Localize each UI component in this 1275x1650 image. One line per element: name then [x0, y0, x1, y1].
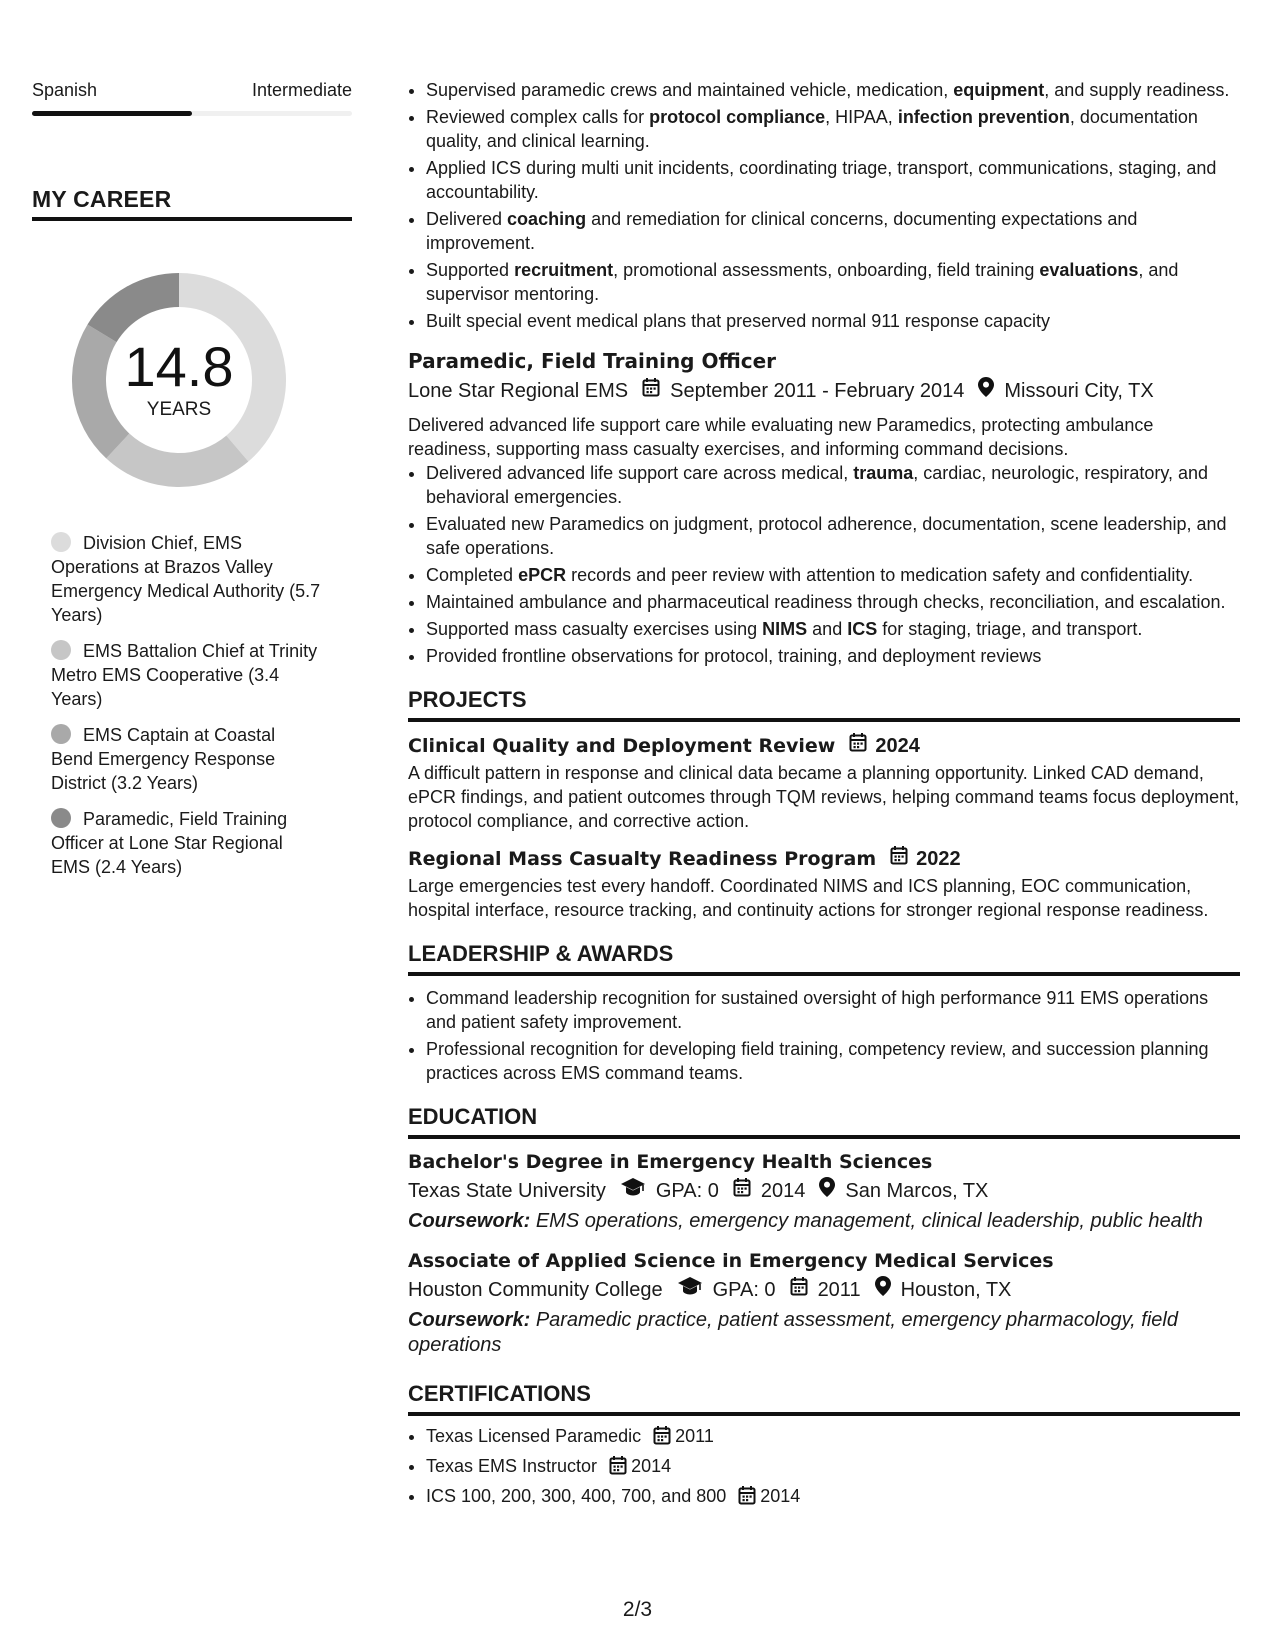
bullet-text: Supported	[426, 260, 515, 280]
certification-year: 2014	[631, 1456, 672, 1476]
bullet-text: Evaluated new Paramedics on judgment, protocol adherence, documentation, scene leadership, and safe operations.	[426, 514, 1227, 558]
project-title: Clinical Quality and Deployment Review	[408, 734, 836, 757]
bullet-item	[426, 78, 1240, 102]
bullet-keyword: recruitment	[514, 260, 614, 280]
legend-item	[51, 807, 321, 879]
calendar-icon	[790, 1276, 808, 1304]
coursework-text: Paramedic practice, patient assessment, emergency pharmacology, field operations	[408, 1309, 1178, 1356]
bullet-text: , documentation quality, and clinical learning.	[426, 107, 1198, 151]
coursework	[408, 1209, 1240, 1234]
job-summary: Delivered advanced life support care while evaluating new Paramedics, protecting ambulance readiness, supporting mass casualty exercises, and informing command decisions.	[408, 415, 1154, 459]
graduation-year: 2014	[760, 1180, 806, 1202]
degree-title: Bachelor's Degree in Emergency Health Sciences	[408, 1151, 933, 1173]
bullet-text: Reviewed complex calls for	[426, 107, 650, 127]
language-proficiency-bar	[32, 111, 352, 116]
language-proficiency-fill	[32, 111, 192, 116]
language-level: Intermediate	[251, 80, 352, 100]
map-pin-icon	[819, 1177, 835, 1205]
legend-label: EMS Captain at Coastal Bend Emergency Response District (3.2 Years)	[51, 725, 276, 793]
bullet-item	[426, 563, 1240, 587]
bullet-text: , HIPAA,	[825, 107, 898, 127]
bullet-text: Maintained ambulance and pharmaceutical readiness through checks, reconciliation, and escalation.	[426, 592, 1226, 612]
legend-label: Division Chief, EMS Operations at Brazos Valley Emergency Medical Authority (5.7 Years)	[51, 533, 321, 625]
career-legend	[51, 531, 321, 879]
school-location: San Marcos, TX	[845, 1180, 989, 1202]
bullet-text: for staging, triage, and transport.	[877, 619, 1143, 639]
calendar-icon	[849, 732, 867, 759]
bullet-text: Supervised paramedic crews and maintained vehicle, medication,	[426, 80, 954, 100]
bullet-text: , cardiac, neurologic, respiratory, and behavioral emergencies.	[426, 463, 1209, 507]
coursework-label: Coursework:	[408, 1309, 531, 1331]
sidebar	[32, 78, 352, 891]
gpa: GPA: 0	[655, 1180, 719, 1202]
job-location: Missouri City, TX	[1004, 380, 1154, 402]
page-number: 2/3	[622, 1598, 653, 1621]
legend-item	[51, 723, 321, 795]
bullet-text: Built special event medical plans that preserved normal 911 response capacity	[426, 311, 1051, 331]
bullet-item	[426, 258, 1240, 306]
bullet-text: and	[807, 619, 848, 639]
bullet-item	[426, 590, 1240, 614]
certification-name: Texas Licensed Paramedic	[426, 1426, 642, 1446]
coursework-text: EMS operations, emergency management, clinical leadership, public health	[535, 1210, 1203, 1232]
bullet-item	[426, 512, 1240, 560]
career-total-unit: YEARS	[146, 399, 212, 420]
certification-name: Texas EMS Instructor	[426, 1456, 598, 1476]
gpa: GPA: 0	[712, 1279, 776, 1301]
previous-job-bullets	[408, 78, 1240, 333]
graduation-cap-icon	[620, 1177, 646, 1205]
degree-title: Associate of Applied Science in Emergency Medical Services	[408, 1250, 1054, 1272]
legend-swatch	[51, 808, 71, 828]
bullet-keyword: ePCR	[518, 565, 567, 585]
education-heading: EDUCATION	[408, 1103, 1240, 1139]
coursework	[408, 1308, 1240, 1358]
career-total	[64, 265, 294, 495]
bullet-item	[426, 644, 1240, 668]
bullet-text: , and supervisor mentoring.	[426, 260, 1179, 304]
project-description: Large emergencies test every handoff. Coordinated NIMS and ICS planning, EOC communication, hospital interface, resource tracking, and continuity actions for stronger regional response readiness.	[408, 876, 1209, 920]
school-name: Houston Community College	[408, 1279, 663, 1301]
project-year: 2022	[916, 847, 961, 870]
job-bullets	[408, 461, 1240, 668]
bullet-text: records and peer review with attention to medication safety and confidentiality.	[566, 565, 1194, 585]
awards-heading: LEADERSHIP & AWARDS	[408, 940, 1240, 976]
language-name: Spanish	[32, 80, 98, 100]
education-item	[408, 1248, 1240, 1358]
project-title-row	[408, 732, 1240, 759]
legend-swatch	[51, 640, 71, 660]
bullet-text: Applied ICS during multi unit incidents, coordinating triage, transport, communications, staging, and accountability.	[426, 158, 1217, 202]
job-dates: September 2011 - February 2014	[670, 380, 965, 402]
bullet-keyword: trauma	[853, 463, 914, 483]
bullet-text: Provided frontline observations for protocol, training, and deployment reviews	[426, 646, 1042, 666]
certification-name: ICS 100, 200, 300, 400, 700, and 800	[426, 1486, 727, 1506]
calendar-icon	[890, 845, 908, 872]
certification-year: 2011	[675, 1426, 714, 1446]
bullet-keyword: infection prevention	[897, 107, 1070, 127]
bullet-keyword: evaluations	[1039, 260, 1139, 280]
legend-item	[51, 531, 321, 627]
career-total-years: 14.8	[124, 335, 234, 398]
career-heading: MY CAREER	[32, 186, 352, 221]
main-content	[408, 78, 1240, 1514]
map-pin-icon	[978, 377, 994, 405]
project-title: Regional Mass Casualty Readiness Program	[408, 847, 877, 870]
certification-item	[426, 1424, 1240, 1451]
certification-item	[426, 1484, 1240, 1511]
legend-swatch	[51, 532, 71, 552]
education-list	[408, 1149, 1240, 1358]
calendar-icon	[642, 377, 660, 405]
project-item	[408, 732, 1240, 833]
education-item	[408, 1149, 1240, 1234]
bullet-text: Completed	[426, 565, 519, 585]
bullet-text: Delivered advanced life support care across medical,	[426, 463, 854, 483]
bullet-item	[426, 105, 1240, 153]
award-item: • Command leadership recognition for sustained oversight of high performance 911 EMS operations and patient safety improvement.	[426, 986, 1240, 1034]
bullet-item	[426, 617, 1240, 641]
bullet-text: , and supply readiness.	[1044, 80, 1230, 100]
job-title: Paramedic, Field Training Officer	[408, 349, 777, 373]
projects-heading: PROJECTS	[408, 686, 1240, 722]
bullet-text: Delivered	[426, 209, 508, 229]
school-name: Texas State University	[408, 1180, 606, 1202]
language-row	[32, 78, 352, 102]
bullet-text: and remediation for clinical concerns, documenting expectations and improvement.	[426, 209, 1138, 253]
bullet-item	[426, 156, 1240, 204]
coursework-label: Coursework:	[408, 1210, 531, 1232]
certifications-heading: CERTIFICATIONS	[408, 1380, 1240, 1416]
project-description: A difficult pattern in response and clinical data became a planning opportunity. Linked CAD demand, ePCR findings, and patient outcomes through TQM reviews, helping command teams focus deployment, protocol compliance, and corrective action.	[408, 763, 1240, 831]
bullet-keyword: ICS	[847, 619, 878, 639]
graduation-cap-icon	[677, 1276, 703, 1304]
map-pin-icon	[875, 1276, 891, 1304]
project-title-row	[408, 845, 1240, 872]
bullet-keyword: coaching	[507, 209, 587, 229]
calendar-icon	[609, 1455, 627, 1481]
job-meta	[408, 377, 1240, 405]
certifications-list	[408, 1424, 1240, 1511]
bullet-keyword: NIMS	[762, 619, 808, 639]
project-item	[408, 845, 1240, 922]
calendar-icon	[738, 1485, 756, 1511]
school-location: Houston, TX	[900, 1279, 1012, 1301]
job-company: Lone Star Regional EMS	[408, 380, 629, 402]
legend-swatch	[51, 724, 71, 744]
bullet-item	[426, 207, 1240, 255]
calendar-icon	[733, 1177, 751, 1205]
bullet-item	[426, 309, 1240, 333]
legend-item	[51, 639, 321, 711]
education-meta	[408, 1177, 1240, 1205]
bullet-item	[426, 461, 1240, 509]
legend-label: Paramedic, Field Training Officer at Lone Star Regional EMS (2.4 Years)	[51, 809, 288, 877]
graduation-year: 2011	[817, 1279, 861, 1301]
bullet-text: Supported mass casualty exercises using	[426, 619, 763, 639]
career-donut	[64, 265, 294, 495]
bullet-text: , promotional assessments, onboarding, field training	[613, 260, 1040, 280]
calendar-icon	[653, 1425, 671, 1451]
certification-year: 2014	[760, 1486, 801, 1506]
legend-label: EMS Battalion Chief at Trinity Metro EMS Cooperative (3.4 Years)	[51, 641, 318, 709]
education-meta	[408, 1276, 1240, 1304]
project-year: 2024	[875, 734, 920, 757]
awards-list	[408, 986, 1240, 1085]
bullet-keyword: equipment	[953, 80, 1045, 100]
award-item: • Professional recognition for developing field training, competency review, and succession planning practices across EMS command teams.	[426, 1037, 1240, 1085]
certification-item	[426, 1454, 1240, 1481]
bullet-keyword: protocol compliance	[649, 107, 826, 127]
